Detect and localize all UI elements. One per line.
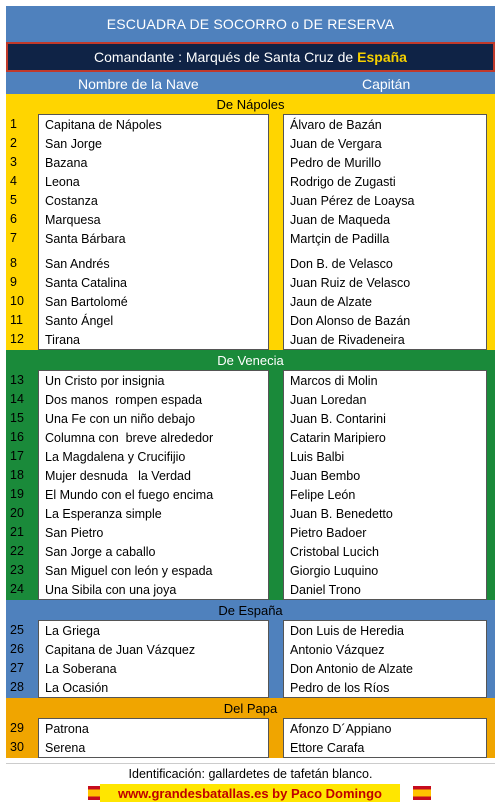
row-number: 27 xyxy=(10,661,24,675)
section-body xyxy=(6,718,495,758)
captain-name: Juan de Rivadeneira xyxy=(290,333,405,347)
captain-name: Juan de Maqueda xyxy=(290,213,391,227)
captain-name: Marcos di Molin xyxy=(290,374,378,388)
row-number: 29 xyxy=(10,721,24,735)
captain-name: Martçin de Padilla xyxy=(290,232,390,246)
ship-name: La Soberana xyxy=(45,662,117,676)
section-frame xyxy=(269,114,283,350)
ship-name: San Pietro xyxy=(45,526,104,540)
section-frame xyxy=(487,370,495,600)
row-number: 1 xyxy=(10,117,17,131)
ship-name: San Miguel con león y espada xyxy=(45,564,213,578)
row-number: 12 xyxy=(10,332,24,346)
captain-name: Luis Balbi xyxy=(290,450,345,464)
row-number: 9 xyxy=(10,275,17,289)
captain-name: Pietro Badoer xyxy=(290,526,367,540)
ship-name: Una Sibila con una joya xyxy=(45,583,177,597)
ship-name: Bazana xyxy=(45,156,88,170)
captain-name: Juan Bembo xyxy=(290,469,361,483)
captain-name: Juan B. Benedetto xyxy=(290,507,393,521)
captain-name: Don Antonio de Alzate xyxy=(290,662,414,676)
section-body xyxy=(6,370,495,600)
ship-name: San Jorge xyxy=(45,137,102,151)
row-number: 23 xyxy=(10,563,24,577)
captain-name: Ettore Carafa xyxy=(290,741,365,755)
row-number: 3 xyxy=(10,155,17,169)
ship-name: Santa Catalina xyxy=(45,276,128,290)
captain-name: Juan de Vergara xyxy=(290,137,382,151)
ship-name: Santa Bárbara xyxy=(45,232,126,246)
captain-name: Daniel Trono xyxy=(290,583,361,597)
spanish-flag-icon xyxy=(413,786,431,800)
row-number: 5 xyxy=(10,193,17,207)
ship-name: Un Cristo por insignia xyxy=(45,374,165,388)
captain-list xyxy=(283,620,487,698)
section-frame xyxy=(487,114,495,350)
captain-name: Antonio Vázquez xyxy=(290,643,385,657)
ship-name: La Ocasión xyxy=(45,681,109,695)
ship-name: San Bartolomé xyxy=(45,295,128,309)
ship-name: Patrona xyxy=(45,722,89,736)
row-number: 18 xyxy=(10,468,24,482)
ship-list xyxy=(38,620,269,698)
ship-name: San Jorge a caballo xyxy=(45,545,156,559)
row-number: 25 xyxy=(10,623,24,637)
captain-name: Juan Loredan xyxy=(290,393,367,407)
row-number: 30 xyxy=(10,740,24,754)
captain-list xyxy=(283,370,487,600)
commander-country: España xyxy=(357,49,407,65)
row-number: 15 xyxy=(10,411,24,425)
captain-name: Cristobal Lucich xyxy=(290,545,379,559)
commander-label: Comandante : Marqués de Santa Cruz de xyxy=(94,49,354,65)
row-number: 21 xyxy=(10,525,24,539)
section-header: De Venecia xyxy=(6,350,495,370)
row-number: 10 xyxy=(10,294,24,308)
section-frame xyxy=(269,370,283,600)
section-frame xyxy=(269,718,283,758)
row-number: 17 xyxy=(10,449,24,463)
section-frame xyxy=(269,620,283,698)
section-header: De España xyxy=(6,600,495,620)
row-number: 13 xyxy=(10,373,24,387)
ship-list xyxy=(38,114,269,350)
ship-list xyxy=(38,718,269,758)
captain-name: Juan Pérez de Loaysa xyxy=(290,194,415,208)
section-body xyxy=(6,620,495,698)
ship-name: Costanza xyxy=(45,194,98,208)
row-number: 19 xyxy=(10,487,24,501)
ship-name: Dos manos rompen espada xyxy=(45,393,203,407)
captain-name: Juan Ruiz de Velasco xyxy=(290,276,411,290)
row-number: 7 xyxy=(10,231,17,245)
row-number: 16 xyxy=(10,430,24,444)
row-number: 20 xyxy=(10,506,24,520)
section-frame xyxy=(487,718,495,758)
ship-name: El Mundo con el fuego encima xyxy=(45,488,214,502)
section-body xyxy=(6,114,495,350)
ship-name: Leona xyxy=(45,175,80,189)
row-number: 26 xyxy=(10,642,24,656)
ship-name: San Andrés xyxy=(45,257,110,271)
ship-name: Mujer desnuda la Verdad xyxy=(45,469,191,483)
captain-name: Rodrigo de Zugasti xyxy=(290,175,396,189)
captain-name: Pedro de Murillo xyxy=(290,156,382,170)
row-number: 4 xyxy=(10,174,17,188)
captain-name: Don B. de Velasco xyxy=(290,257,393,271)
ship-name: Marquesa xyxy=(45,213,101,227)
ship-name: La Griega xyxy=(45,624,100,638)
captain-name: Giorgio Luquino xyxy=(290,564,379,578)
fleet-table xyxy=(6,6,495,801)
section-frame xyxy=(487,620,495,698)
captain-name: Álvaro de Bazán xyxy=(290,118,382,132)
ship-name: Tirana xyxy=(45,333,80,347)
column-header-captain: Capitán xyxy=(362,76,411,92)
row-number: 24 xyxy=(10,582,24,596)
identification-note: Identificación: gallardetes de tafetán blanco. xyxy=(6,763,495,783)
row-number: 14 xyxy=(10,392,24,406)
row-number: 28 xyxy=(10,680,24,694)
captain-name: Felipe León xyxy=(290,488,356,502)
captain-name: Afonzo D´Appiano xyxy=(290,722,392,736)
ship-name: Santo Ángel xyxy=(45,314,114,328)
captain-name: Juan B. Contarini xyxy=(290,412,386,426)
ship-name: Una Fe con un niño debajo xyxy=(45,412,196,426)
section-header: De Nápoles xyxy=(6,94,495,114)
column-header-ship: Nombre de la Nave xyxy=(78,76,199,92)
row-number: 6 xyxy=(10,212,17,226)
captain-name: Pedro de los Ríos xyxy=(290,681,390,695)
row-number: 22 xyxy=(10,544,24,558)
ship-name: Capitana de Nápoles xyxy=(45,118,162,132)
ship-name: Serena xyxy=(45,741,86,755)
captain-list xyxy=(283,114,487,350)
row-number: 8 xyxy=(10,256,17,270)
ship-name: La Magdalena y Crucifijio xyxy=(45,450,186,464)
table-title: ESCUADRA DE SOCORRO o DE RESERVA xyxy=(6,6,495,42)
row-number: 11 xyxy=(10,313,23,327)
ship-name: Columna con breve alrededor xyxy=(45,431,214,445)
captain-name: Don Alonso de Bazán xyxy=(290,314,411,328)
ship-name: La Esperanza simple xyxy=(45,507,162,521)
commander-row xyxy=(6,42,495,72)
section-header: Del Papa xyxy=(6,698,495,718)
captain-name: Catarin Maripiero xyxy=(290,431,386,445)
captain-name: Don Luis de Heredia xyxy=(290,624,404,638)
column-header-row xyxy=(6,72,495,96)
credit-line: www.grandesbatallas.es by Paco Domingo xyxy=(100,784,400,802)
captain-list xyxy=(283,718,487,758)
captain-name: Jaun de Alzate xyxy=(290,295,373,309)
ship-name: Capitana de Juan Vázquez xyxy=(45,643,196,657)
ship-list xyxy=(38,370,269,600)
row-number: 2 xyxy=(10,136,17,150)
